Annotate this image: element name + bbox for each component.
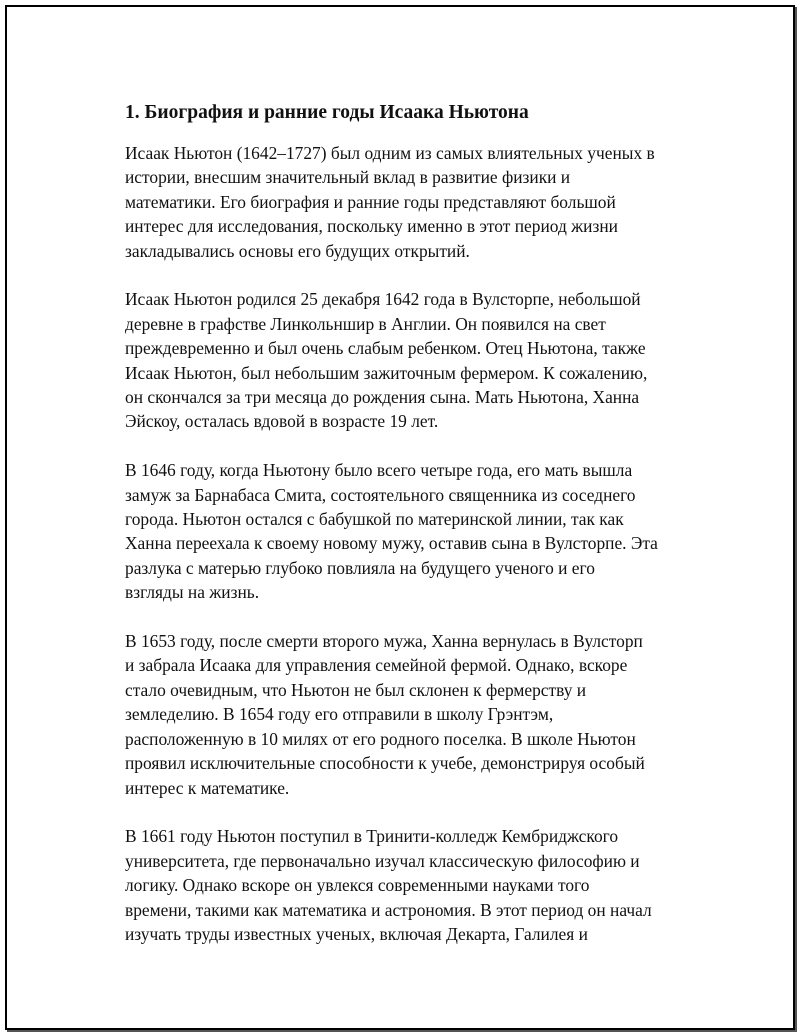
text-line: замуж за Барнабаса Смита, состоятельного священника из соседнего (125, 484, 636, 505)
text-line: логику. Однако вскоре он увлекся современными науками того (125, 875, 590, 896)
text-line: преждевременно и был очень слабым ребенком. Отец Ньютона, также (125, 338, 646, 359)
text-line: расположенную в 10 милях от его родного поселка. В школе Ньютон (125, 728, 636, 749)
text-line: Эйскоу, осталась вдовой в возрасте 19 лет. (125, 411, 439, 432)
paragraph-3 (125, 458, 695, 604)
text-line: деревне в графстве Линкольншир в Англии. Он появился на свет (125, 313, 606, 334)
text-line: стало очевидным, что Ньютон не был склонен к фермерству и (125, 679, 587, 700)
text-line: математики. Его биография и ранние годы представляют большой (125, 191, 616, 212)
text-line: В 1646 году, когда Ньютону было всего четыре года, его мать вышла (125, 460, 633, 481)
text-line: Исаак Ньютон (1642–1727) был одним из самых влиятельных ученых в (125, 143, 655, 163)
text-line: города. Ньютон остался с бабушкой по материнской линии, так как (125, 509, 624, 530)
text-line: изучать труды известных ученых, включая Декарта, Галилея и (125, 923, 588, 944)
text-line: Исаак Ньютон, был небольшим зажиточным фермером. К сожалению, (125, 362, 648, 383)
text-line: разлука с матерью глубоко повлияла на будущего ученого и его (125, 557, 595, 578)
text-line: времени, такими как математика и астрономия. В этот период он начал (125, 899, 652, 920)
text-line: Исаак Ньютон родился 25 декабря 1642 года в Вулсторпе, небольшой (125, 289, 641, 310)
page-frame (5, 5, 795, 1030)
text-line: закладывались основы его будущих открытий. (125, 240, 470, 261)
text-line: он скончался за три месяца до рождения сына. Мать Ньютона, Ханна (125, 387, 640, 408)
text-line: интерес к математике. (125, 777, 290, 798)
text-line: проявил исключительные способности к учебе, демонстрируя особый (125, 753, 645, 774)
text-line: земледелию. В 1654 году его отправили в школу Грэнтэм, (125, 704, 554, 725)
text-line: Ханна переехала к своему новому мужу, оставив сына в Вулсторпе. Эта (125, 533, 658, 554)
text-line: взгляды на жизнь. (125, 582, 260, 603)
document-body (125, 99, 695, 971)
paragraph-4 (125, 629, 695, 800)
text-line: университета, где первоначально изучал классическую философию и (125, 850, 640, 871)
document-title: 1. Биография и ранние годы Исаака Ньютона (125, 102, 529, 123)
text-line: интерес для исследования, поскольку именно в этот период жизни (125, 216, 618, 237)
text-line: В 1653 году, после смерти второго мужа, Ханна вернулась в Вулсторп (125, 631, 643, 652)
paragraph-2 (125, 287, 695, 433)
paragraph-5 (125, 824, 695, 946)
text-line: истории, внесшим значительный вклад в развитие физики и (125, 167, 571, 188)
text-line: и забрала Исаака для управления семейной фермой. Однако, вскоре (125, 655, 628, 676)
text-line: В 1661 году Ньютон поступил в Тринити-колледж Кембриджского (125, 826, 619, 847)
paragraph-1 (125, 141, 695, 263)
